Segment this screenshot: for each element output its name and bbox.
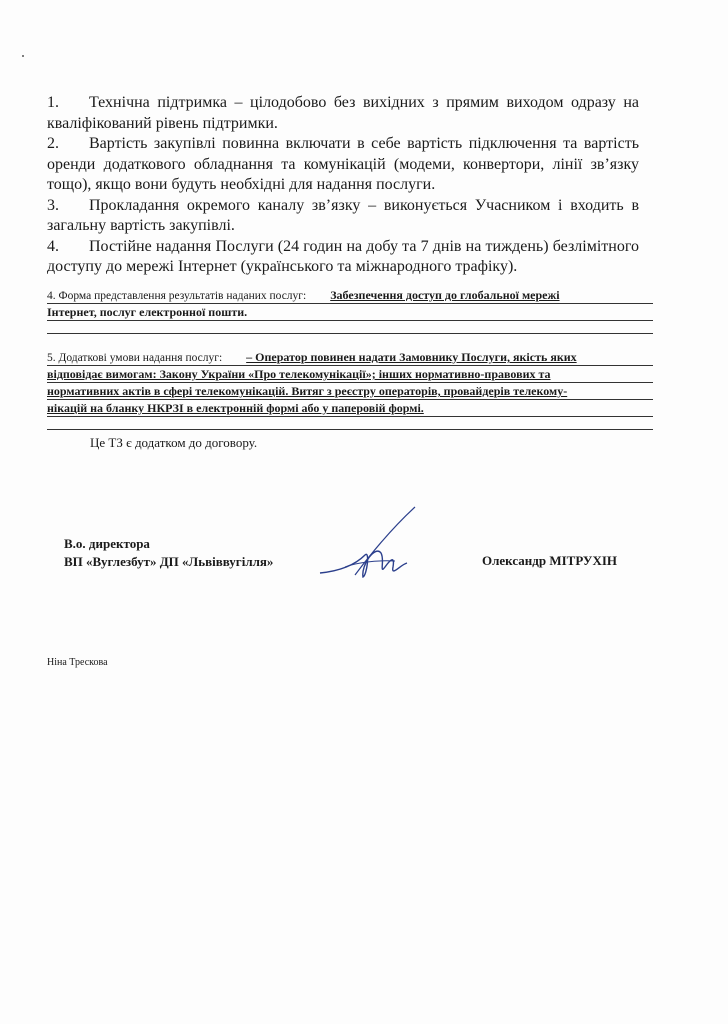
section-4-value: Забезпечення доступ до глобальної мережі [330,288,560,302]
section-5-label: 5. Додаткові умови надання послуг: [47,352,223,364]
list-item [47,196,639,237]
blank-line [47,417,653,430]
list-item [47,134,639,196]
item-text: Прокладання окремого каналу зв’язку – виконується Учасником і входить в загальну вартість закупівлі. [47,196,639,234]
section-5-value-cont: нормативних актів в сфері телекомунікацій. Витяг з реєстру операторів, провайдерів телекому- [47,384,568,398]
requirements-list [47,93,639,278]
section-5-line-4 [47,400,653,417]
section-5-additional-terms [47,349,653,430]
item-number: 2. [47,135,59,152]
list-item [47,237,639,278]
signatory-organization: ВП «Вуглезбут» ДП «Львіввугілля» [64,554,274,569]
section-5-line-3 [47,383,653,400]
item-number: 4. [47,237,59,255]
signatory-position: В.о. директора [64,536,150,551]
item-number: 1. [47,94,59,111]
section-5-line-1 [47,349,653,366]
item-number: 3. [47,196,59,214]
section-5-value: – Оператор повинен надати Замовнику Послуги, якість яких [246,350,577,364]
section-4-label: 4. Форма представлення результатів наданих послуг: [47,290,307,302]
section-5-value-cont: відповідає вимогам: Закону України «Про телекомунікації»; інших нормативно-правових та [47,367,551,381]
handwritten-signature [315,505,420,585]
blank-line [47,321,653,334]
section-5-line-2 [47,366,653,383]
item-text: Вартість закупівлі повинна включати в себе вартість підключення та вартість оренди додаткового обладнання та комунікацій (модеми, конвертори, лінії зв’язку тощо), якщо вони будуть необхідні для надання послуги. [47,135,639,193]
scan-speck [22,55,24,57]
signatory-title [64,535,273,571]
section-4-line-2 [47,304,653,321]
item-text: Постійне надання Послуги (24 годин на добу та 7 днів на тиждень) безлімітного доступу до мережі Інтернет (українського та міжнародного трафіку). [47,237,639,275]
signatory-name: Олександр МІТРУХІН [482,553,618,568]
section-4-result-form [47,287,653,334]
section-4-value-cont: Інтернет, послуг електронної пошти. [47,305,248,319]
executor-name: Ніна Трескова [47,657,108,668]
section-4-line-1 [47,287,653,304]
section-5-value-cont: нікацій на бланку НКРЗІ в електронній формі або у паперовій формі. [47,401,424,415]
appendix-note: Це ТЗ є додатком до договору. [90,435,258,450]
item-text: Технічна підтримка – цілодобово без вихідних з прямим виходом одразу на кваліфікований рівень підтримки. [47,94,639,132]
list-item [47,93,639,134]
